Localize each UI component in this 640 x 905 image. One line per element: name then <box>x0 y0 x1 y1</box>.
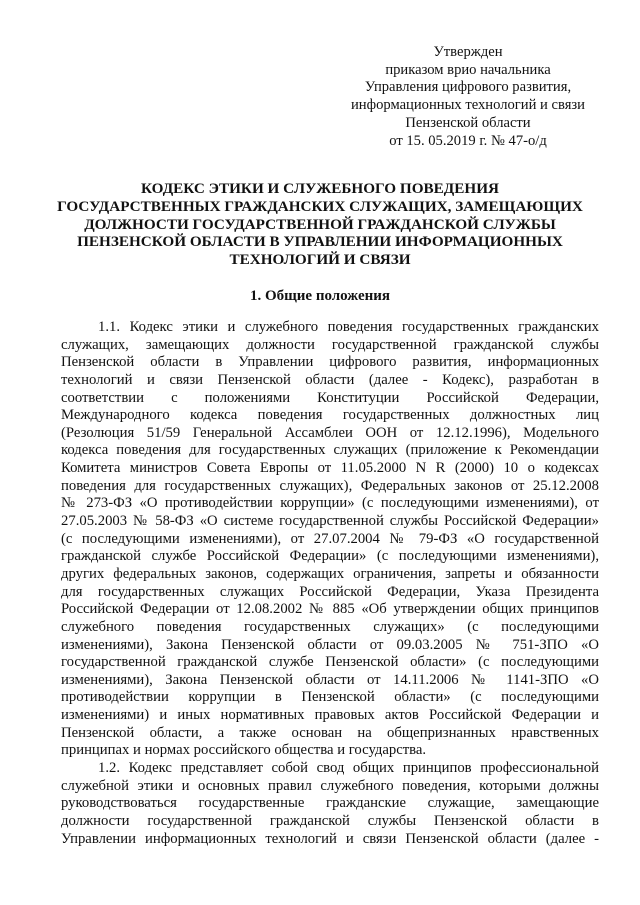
text-line: изменениями), Закона Пензенской области от 09.03.2005 № 751-ЗПО «О <box>61 636 599 653</box>
text-line: Международного кодекса поведения государственных должностных лиц <box>61 407 599 424</box>
text-line: Российской Федерации от 12.08.2002 № 885 «Об утверждении общих принципов <box>61 601 599 618</box>
text-line: Комитета министров Совета Европы от 11.05.2000 N R (2000) 10 о кодексах <box>61 460 599 477</box>
text-line: 1.1. Кодекс этики и служебного поведения государственных гражданских <box>98 319 599 335</box>
paragraph-1-2 <box>61 760 599 848</box>
text-line: изменениями) и иных нормативных правовых актов Российской Федерации и <box>61 707 599 724</box>
text-line: должности государственной гражданской службы Пензенской области в <box>61 812 599 829</box>
text-line: принципах и нормах российского общества и государства. <box>61 742 427 759</box>
title-line: КОДЕКС ЭТИКИ И СЛУЖЕБНОГО ПОВЕДЕНИЯ <box>141 180 499 197</box>
text-line: Пензенской области в Управлении цифрового развития, информационных <box>61 354 599 371</box>
text-line: служебного поведения государственных служащих» (с последующими <box>61 618 599 635</box>
text-line: кодекса поведения для государственных служащих (приложение к Рекомендации <box>61 442 599 459</box>
approval-line: Управления цифрового развития, <box>364 79 572 96</box>
approval-stamp <box>328 44 608 150</box>
text-line: руководствоваться государственные гражданские служащие, замещающие <box>61 795 599 812</box>
title-line: ДОЛЖНОСТИ ГОСУДАРСТВЕННОЙ ГРАЖДАНСКОЙ СЛУЖБЫ <box>84 215 556 233</box>
text-line: соответствии с положениями Конституции Российской Федерации, <box>61 389 599 406</box>
text-line: поведения для государственных служащих), Федеральных законов от 25.12.2008 <box>61 477 599 494</box>
title-line: ТЕХНОЛОГИЙ И СВЯЗИ <box>229 251 411 269</box>
text-line: технологий и связи Пензенской области (далее - Кодекс), разработан в <box>61 371 599 388</box>
approval-line: информационных технологий и связи <box>351 97 585 114</box>
text-line: для государственных служащих Российской Федерации, Указа Президента <box>61 583 599 600</box>
document-title <box>40 180 600 269</box>
section-heading: 1. Общие положения <box>249 288 391 304</box>
text-line: (Резолюция 51/59 Генеральной Ассамблеи ООН от 12.12.1996), Модельного <box>61 424 599 441</box>
text-line: Пензенской области, а также основан на общепризнанных нравственных <box>61 724 599 741</box>
title-line: ГОСУДАРСТВЕННЫХ ГРАЖДАНСКИХ СЛУЖАЩИХ, ЗАМЕЩАЮЩИХ <box>57 197 583 215</box>
approval-line: приказом врио начальника <box>385 61 551 78</box>
text-line: 1.2. Кодекс представляет собой свод общих принципов профессиональной <box>98 760 599 777</box>
text-line: противодействии коррупции в Пензенской области» (с последующими <box>61 689 599 706</box>
text-line: (с последующими изменениями), от 27.07.2004 № 79-ФЗ «О государственной <box>61 530 599 547</box>
paragraph-1-1 <box>61 319 599 760</box>
text-line: государственной гражданской службе Пензенской области» (с последующими <box>61 654 599 671</box>
text-line: изменениями), Закона Пензенской области от 14.11.2006 № 1141-ЗПО «О <box>61 671 599 688</box>
text-line: № 273-ФЗ «О противодействии коррупции» (с последующими изменениями), от <box>61 495 599 512</box>
section-body <box>61 319 599 848</box>
text-line: служащих, замещающих должности государственной гражданской службы <box>61 336 599 353</box>
approval-line: Утвержден <box>433 44 503 60</box>
approval-line: Пензенской области <box>405 114 531 131</box>
text-line: гражданской службе Российской Федерации» (с последующими изменениями), <box>61 548 599 565</box>
text-line: служебной этики и основных правил служебного поведения, которыми должны <box>61 777 599 794</box>
text-line: других федеральных законов, содержащих ограничения, запреты и обязанности <box>61 565 599 582</box>
approval-line: от 15. 05.2019 г. № 47-о/д <box>389 132 547 149</box>
text-line: 27.05.2003 № 58-ФЗ «О системе государственной службы Российской Федерации» <box>61 513 599 530</box>
text-line: Управлении информационных технологий и связи Пензенской области (далее - <box>61 830 599 847</box>
title-line: ПЕНЗЕНСКОЙ ОБЛАСТИ В УПРАВЛЕНИИ ИНФОРМАЦИОННЫХ <box>77 233 563 251</box>
